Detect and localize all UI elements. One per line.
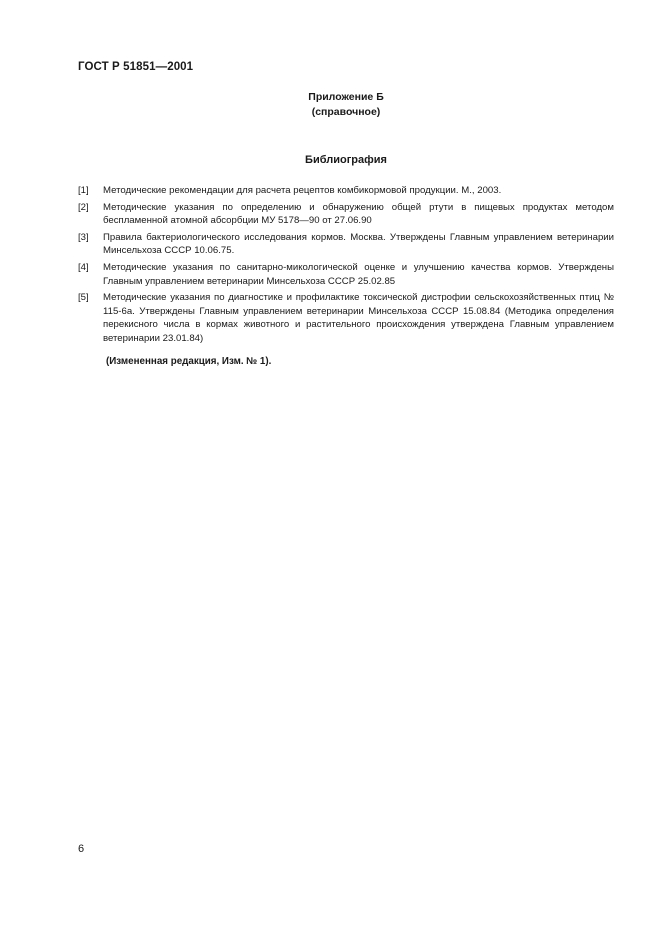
bibliography-item-text: Правила бактериологического исследования кормов. Москва. Утверждены Главным управлением ветеринарии Минсельхоза СССР 10.06.75. — [103, 231, 614, 257]
bibliography-item — [78, 291, 614, 345]
page-number: 6 — [78, 843, 85, 855]
bibliography-item-text: Методические указания по санитарно-микологической оценке и улучшению качества кормов. Утверждены Главным управлением ветеринарии Минсельхоза СССР 25.02.85 — [103, 261, 614, 287]
bibliography-item-number: [4] — [78, 261, 89, 273]
appendix-title: Приложение Б — [308, 91, 384, 103]
bibliography-item-number: [3] — [78, 231, 89, 243]
amendment-note: (Измененная редакция, Изм. № 1). — [106, 356, 272, 367]
bibliography-item — [78, 184, 614, 198]
bibliography-list — [78, 184, 614, 349]
bibliography-item-text: Методические указания по определению и обнаружению общей ртути в пищевых продуктах методом беспламенной атомной абсорбции МУ 5178—90 от 27.06.90 — [103, 201, 614, 227]
appendix-heading — [246, 90, 446, 120]
bibliography-item-number: [5] — [78, 292, 89, 304]
bibliography-item-text: Методические рекомендации для расчета рецептов комбикормовой продукции. М., 2003. — [103, 185, 502, 196]
bibliography-item — [78, 201, 614, 228]
bibliography-item — [78, 261, 614, 288]
bibliography-item-text: Методические указания по диагностике и профилактике токсической дистрофии сельскохозяйственных птиц № 115-6а. Утверждены Главным управлением ветеринарии Минсельхоза СССР 15.08.84 (Методика определения перекисного числа в кормах животного и растительного происхождения утверждена Главным управлением ветеринарии 23.01.84) — [103, 292, 614, 344]
bibliography-item-number: [1] — [78, 185, 89, 196]
bibliography-title: Библиография — [305, 154, 387, 166]
bibliography-item-number: [2] — [78, 201, 89, 213]
appendix-subtitle: (справочное) — [311, 106, 381, 118]
bibliography-item — [78, 231, 614, 258]
document-header-standard: ГОСТ Р 51851—2001 — [78, 61, 194, 73]
